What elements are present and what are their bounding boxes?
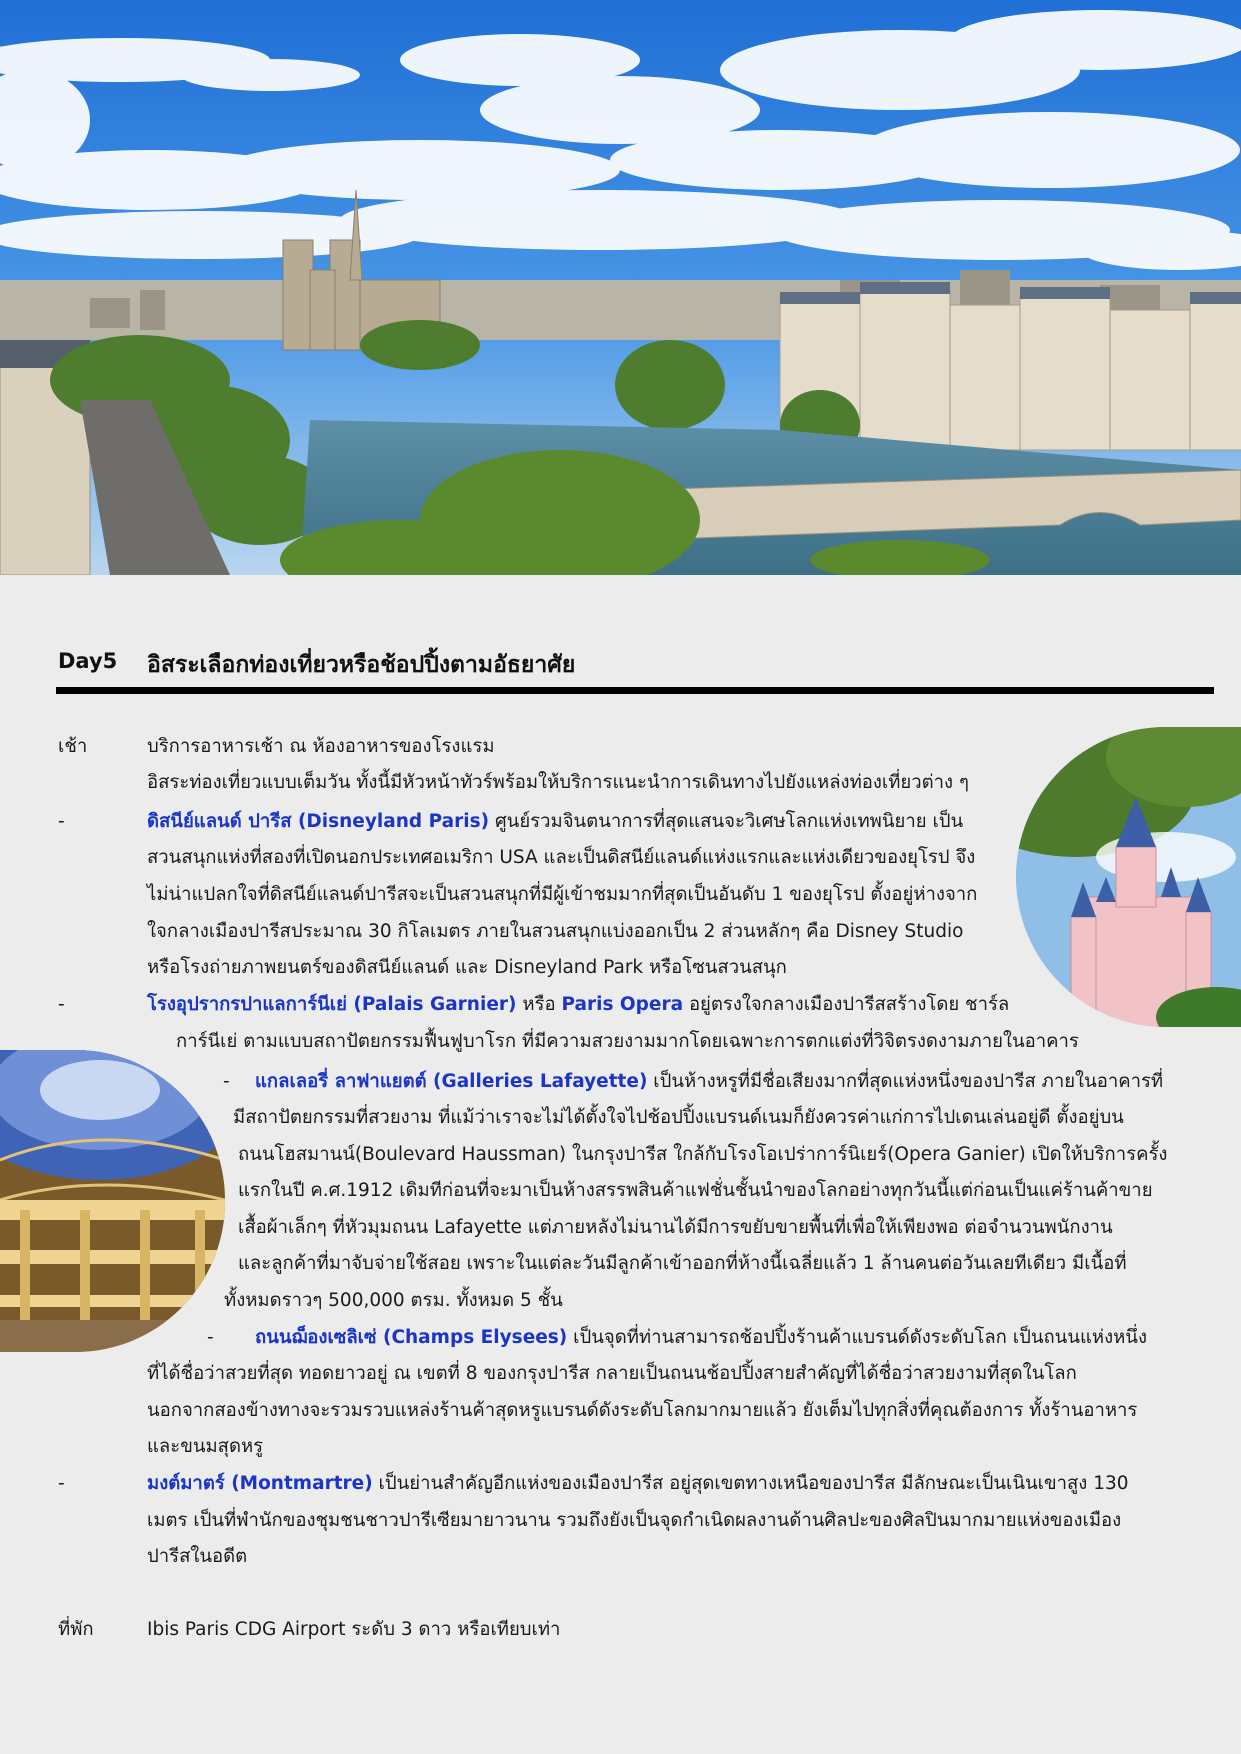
lafayette-line: เสื้อผ้าเล็กๆ ที่หัวมุมถนน Lafayette แต่ภายหลังไม่นานได้มีการขยับขายพื้นที่เพื่อให้เพียงพอ ต่อจำนวนพนักงาน <box>238 1217 1113 1238</box>
opera-line: การ์นีเย่ ตามแบบสถาปัตยกรรมฟื้นฟูบาโรก ที่มีความสวยงามมากโดยเฉพาะการตกแต่งที่วิจิตรงดงามภายในอาคาร <box>176 1031 1079 1052</box>
disney-line: ใจกลางเมืองปารีสประมาณ 30 กิโลเมตร ภายในสวนสนุกแบ่งออกเป็น 2 ส่วนหลักๆ คือ Disney Studio <box>147 921 964 942</box>
day-title: อิสระเลือกท่องเที่ยวหรือช้อปปิ้งตามอัธยาศัย <box>147 652 576 678</box>
lafayette-line: มีสถาปัตยกรรมที่สวยงาม ที่แม้ว่าเราจะไม่ได้ตั้งใจไปช้อปปิ้งแบรนด์เนมก็ยังควรค่าแก่การไปเดนเล่นอยู่ดี ตั้งอยู่บน <box>233 1107 1124 1128</box>
montmartre-name: มงต์มาตร์ (Montmartre) <box>147 1473 373 1494</box>
disney-line: สวนสนุกแห่งที่สองที่เปิดนอกประเทศอเมริกา USA และเป็นดิสนีย์แลนด์แห่งแรกและแห่งเดียวของยุโรป จึง <box>147 847 976 868</box>
morning-line: อิสระท่องเที่ยวแบบเต็มวัน ทั้งนี้มีหัวหน้าทัวร์พร้อมให้บริการแนะนำการเดินทางไปยังแหล่งท่องเที่ยวต่าง ๆ <box>147 772 969 793</box>
montmartre-text: เป็นย่านสำคัญอีกแห่งของเมืองปารีส อยู่สุดเขตทางเหนือของปารีส มีลักษณะเป็นเนินเขาสูง 130 <box>372 1473 1129 1494</box>
champs-line: ที่ได้ชื่อว่าสวยที่สุด ทอดยาวอยู่ ณ เขตที่ 8 ของกรุงปารีส กลายเป็นถนนช้อปปิ้งสายสำคัญที่ได้ชื่อว่าสวยงามที่สุดในโลก <box>147 1363 1077 1384</box>
disney-name: ดิสนีย์แลนด์ ปารีส (Disneyland Paris) <box>147 811 490 832</box>
lafayette-name: แกลเลอรี่ ลาฟาแยตต์ (Galleries Lafayette) <box>255 1071 648 1092</box>
champs-name: ถนนฌ็องเซลิเซ่ (Champs Elysees) <box>255 1327 568 1348</box>
disney-line: หรือโรงถ่ายภาพยนตร์ของดิสนีย์แลนด์ และ Disneyland Park หรือโซนสวนสนุก <box>147 957 787 978</box>
opera-first-line <box>147 992 1009 1018</box>
lafayette-line: และลูกค้าที่มาจับจ่ายใช้สอย เพราะในแต่ละวันมีลูกค้าเข้าออกที่ห้างนี้เฉลี่ยแล้ว 1 ล้านคนต่อวันเลยทีเดียว มีเนื้อที่ <box>238 1253 1127 1274</box>
champs-line: นอกจากสองข้างทางจะรวมรวบแหล่งร้านค้าสุดหรูแบรนด์ดังระดับโลกมากมายแล้ว ยังเต็มไปทุกสิ่งที่คุณต้องการ ทั้งร้านอาหาร <box>147 1400 1138 1421</box>
bullet-dash: - <box>223 1071 230 1092</box>
opera-text: อยู่ตรงใจกลางเมืองปารีสสร้างโดย ชาร์ล <box>683 994 1010 1015</box>
opera-name-alt: Paris Opera <box>561 994 684 1015</box>
bullet-dash: - <box>58 811 65 832</box>
heading-rule <box>56 687 1214 694</box>
morning-label: เช้า <box>58 736 88 757</box>
disneyland-castle-photo <box>1016 727 1241 1027</box>
bullet-dash: - <box>58 994 65 1015</box>
champs-first-line <box>255 1325 1147 1351</box>
disney-text: ศูนย์รวมจินตนาการที่สุดแสนจะวิเศษโลกแห่งเทพนิยาย เป็น <box>489 811 964 832</box>
galeries-lafayette-dome-photo <box>0 1050 225 1352</box>
lafayette-line: แรกในปี ค.ศ.1912 เดิมทีก่อนที่จะมาเป็นห้างสรรพสินค้าแฟชั่นชั้นนำของโลกอย่างทุกวันนี้แต่ก่อนเป็นแค่ร้านค้าขาย <box>238 1180 1153 1201</box>
opera-name: โรงอุปรากรปาแลการ์นีเย่ (Palais Garnier) <box>147 994 517 1015</box>
lafayette-text: เป็นห้างหรูที่มีชื่อเสียงมากที่สุดแห่งหนึ่งของปารีส ภายในอาคารที่ <box>647 1071 1164 1092</box>
bullet-dash: - <box>58 1473 65 1494</box>
hotel-value: Ibis Paris CDG Airport ระดับ 3 ดาว หรือเทียบเท่า <box>147 1619 561 1640</box>
disney-line: ไม่น่าแปลกใจที่ดิสนีย์แลนด์ปารีสจะเป็นสวนสนุกที่มีผู้เข้าชมมากที่สุดเป็นอันดับ 1 ของยุโรป ตั้งอยู่ห่างจาก <box>147 884 978 905</box>
opera-or: หรือ <box>516 994 562 1015</box>
montmartre-line: เมตร เป็นที่พำนักของชุมชนชาวปารีเซียมายาวนาน รวมถึงยังเป็นจุดกำเนิดผลงานด้านศิลปะของศิลปินมากมายแห่งของเมือง <box>147 1510 1122 1531</box>
hotel-label: ที่พัก <box>58 1619 94 1640</box>
bullet-dash: - <box>207 1327 214 1348</box>
morning-line: บริการอาหารเช้า ณ ห้องอาหารของโรงแรม <box>147 736 495 757</box>
day-label: Day5 <box>58 649 118 673</box>
disney-first-line <box>147 809 963 835</box>
champs-line: และขนมสุดหรู <box>147 1436 264 1457</box>
lafayette-line: ถนนโฮสมานน์(Boulevard Haussman) ในกรุงปารีส ใกล้กับโรงโอเปร่าการ์นิเยร์(Opera Ganier) เปิดให้บริการครั้ง <box>238 1144 1168 1165</box>
montmartre-first-line <box>147 1471 1129 1497</box>
lafayette-first-line <box>255 1069 1163 1095</box>
champs-text: เป็นจุดที่ท่านสามารถช้อปปิ้งร้านค้าแบรนด์ดังระดับโลก เป็นถนนแห่งหนึ่ง <box>567 1327 1147 1348</box>
montmartre-line: ปารีสในอดีต <box>147 1546 248 1567</box>
lafayette-line: ทั้งหมดราวๆ 500,000 ตรม. ทั้งหมด 5 ชั้น <box>224 1290 563 1311</box>
hero-paris-photo <box>0 0 1241 575</box>
